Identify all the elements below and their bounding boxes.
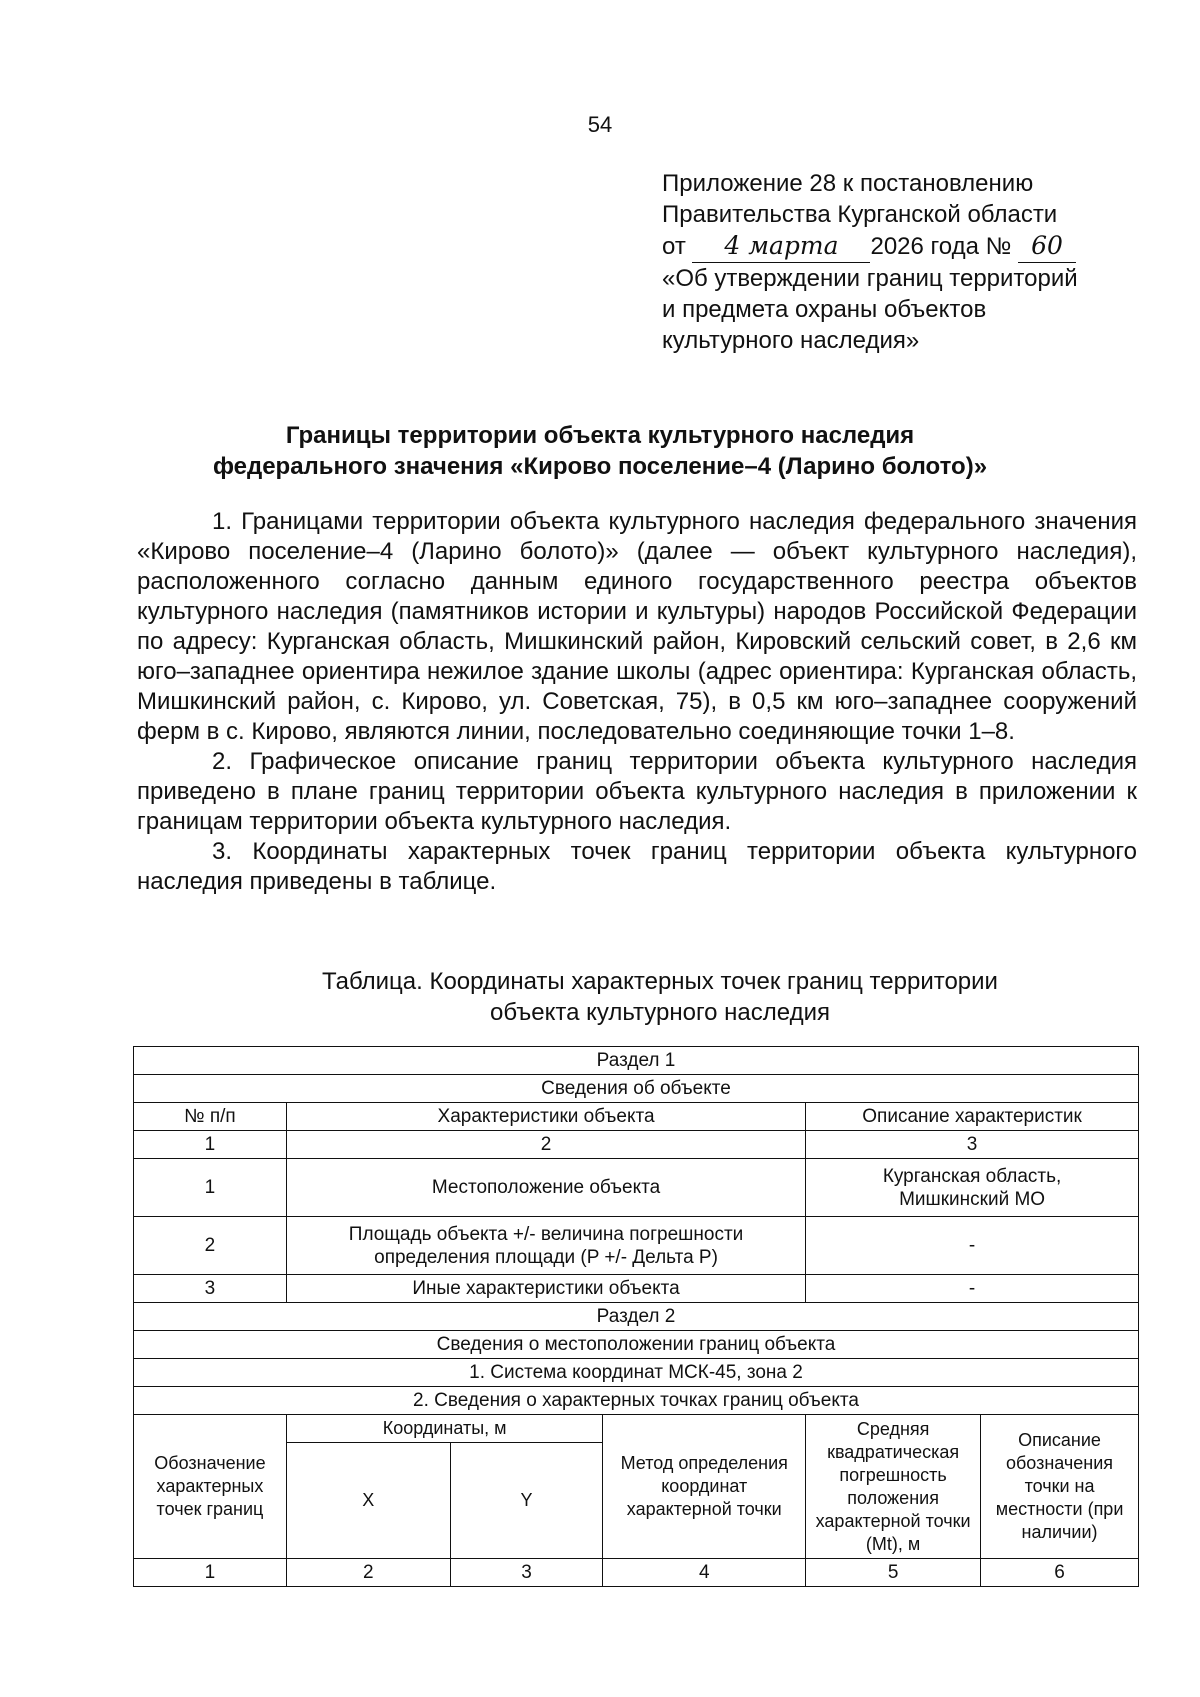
coordinate-system: 1. Система координат МСК-45, зона 2	[134, 1359, 1139, 1387]
points-header-row-1	[134, 1415, 1139, 1443]
table-row	[134, 1159, 1139, 1217]
header-method: Метод определения координат характерной точки	[603, 1415, 806, 1559]
points-title-row	[134, 1387, 1139, 1415]
date-field	[692, 230, 870, 263]
column-number: 2	[286, 1559, 450, 1587]
title-line-2: федерального значения «Кирово поселение–4 (Ларино болото)»	[212, 453, 988, 480]
section2-header: Раздел 2	[134, 1303, 1139, 1331]
row-characteristic	[286, 1217, 805, 1275]
paragraph-3: 3. Координаты характерных точек границ территории объекта культурного наследия приведены в таблице.	[137, 838, 1137, 895]
column-number: 6	[981, 1559, 1139, 1587]
header-designation: Обозначение характерных точек границ	[134, 1415, 287, 1559]
handwritten-number: 60	[1031, 231, 1063, 260]
table-row	[134, 1217, 1139, 1275]
row-characteristic-line: Площадь объекта +/- величина погрешности	[348, 1223, 744, 1245]
row-characteristic: Иные характеристики объекта	[286, 1275, 805, 1303]
caption-line-1: Таблица. Координаты характерных точек границ территории	[322, 968, 998, 995]
header-description: Описание характеристик	[806, 1103, 1139, 1131]
header-num: № п/п	[134, 1103, 287, 1131]
handwritten-date: 4 марта	[724, 231, 839, 260]
index-cell: 1	[134, 1131, 287, 1159]
header-characteristics: Характеристики объекта	[286, 1103, 805, 1131]
row-characteristic-line: определения площади (P +/- Дельта P)	[374, 1246, 718, 1268]
section1-header: Раздел 1	[134, 1047, 1139, 1075]
section2-row	[134, 1303, 1139, 1331]
header-coordinates: Координаты, м	[286, 1415, 602, 1443]
page-number: 54	[587, 112, 613, 137]
row-description: -	[806, 1275, 1139, 1303]
row-description-line: Мишкинский МО	[899, 1188, 1046, 1210]
column-number: 1	[134, 1559, 287, 1587]
appendix-line-6: культурного наследия»	[662, 327, 920, 354]
column-numbers-row	[134, 1559, 1139, 1587]
column-number: 3	[450, 1559, 603, 1587]
appendix-line-1: Приложение 28 к постановлению	[662, 170, 1034, 197]
body-text	[137, 507, 1137, 897]
section2-title-row	[134, 1331, 1139, 1359]
header-error: Средняя квадратическая погрешность положения характерной точки (Mt), м	[806, 1415, 981, 1559]
appendix-date-line	[662, 230, 1162, 263]
appendix-line-4: «Об утверждении границ территорий	[662, 265, 1078, 292]
appendix-block	[662, 168, 1162, 356]
index-cell: 2	[286, 1131, 805, 1159]
column-number: 4	[603, 1559, 806, 1587]
header-y: Y	[450, 1443, 603, 1559]
row-description: -	[806, 1217, 1139, 1275]
section1-row	[134, 1047, 1139, 1075]
section2-title: Сведения о местоположении границ объекта	[134, 1331, 1139, 1359]
appendix-line-2: Правительства Курганской области	[662, 201, 1058, 228]
caption-line-2: объекта культурного наследия	[489, 999, 831, 1026]
date-prefix: от	[662, 233, 686, 260]
row-num: 1	[134, 1159, 287, 1217]
title-line-1: Границы территории объекта культурного наследия	[285, 422, 915, 449]
header-point-description: Описание обозначения точки на местности (при наличии)	[981, 1415, 1139, 1559]
points-title: 2. Сведения о характерных точках границ объекта	[134, 1387, 1139, 1415]
header-x: X	[286, 1443, 450, 1559]
coordinate-system-row	[134, 1359, 1139, 1387]
index-cell: 3	[806, 1131, 1139, 1159]
coordinates-table	[133, 1046, 1139, 1587]
row-characteristic: Местоположение объекта	[286, 1159, 805, 1217]
table-row	[134, 1275, 1139, 1303]
object-index-row	[134, 1131, 1139, 1159]
paragraph-2: 2. Графическое описание границ территории объекта культурного наследия приведено в плане границ территории объекта культурного наследия в приложении к границам территории объекта культурного наследия.	[137, 748, 1137, 835]
number-field	[1018, 230, 1076, 263]
document-title	[0, 420, 1200, 482]
column-number: 5	[806, 1559, 981, 1587]
appendix-line-5: и предмета охраны объектов	[662, 296, 987, 323]
object-header-row	[134, 1103, 1139, 1131]
section1-title: Сведения об объекте	[134, 1075, 1139, 1103]
paragraph-1: 1. Границами территории объекта культурного наследия федерального значения «Кирово поселение–4 (Ларино болото)» (далее — объект культурного наследия), расположенного согласно данным единого государственного реестра объектов культурного наследия (памятников истории и культуры) народов Российской Федерации по адресу: Курганская область, Мишкинский район, Кировский сельский совет, в 2,6 км юго–западнее ориентира нежилое здание школы (адрес ориентира: Курганская область, Мишкинский район, с. Кирово, ул. Советская, 75), в 0,5 км юго–западнее сооружений ферм в с. Кирово, являются линии, последовательно соединяющие точки 1–8.	[137, 508, 1137, 745]
section1-title-row	[134, 1075, 1139, 1103]
row-description	[806, 1159, 1139, 1217]
table-caption	[0, 966, 1200, 1028]
date-suffix: 2026 года №	[870, 233, 1012, 260]
row-num: 3	[134, 1275, 287, 1303]
row-num: 2	[134, 1217, 287, 1275]
row-description-line: Курганская область,	[882, 1165, 1062, 1187]
